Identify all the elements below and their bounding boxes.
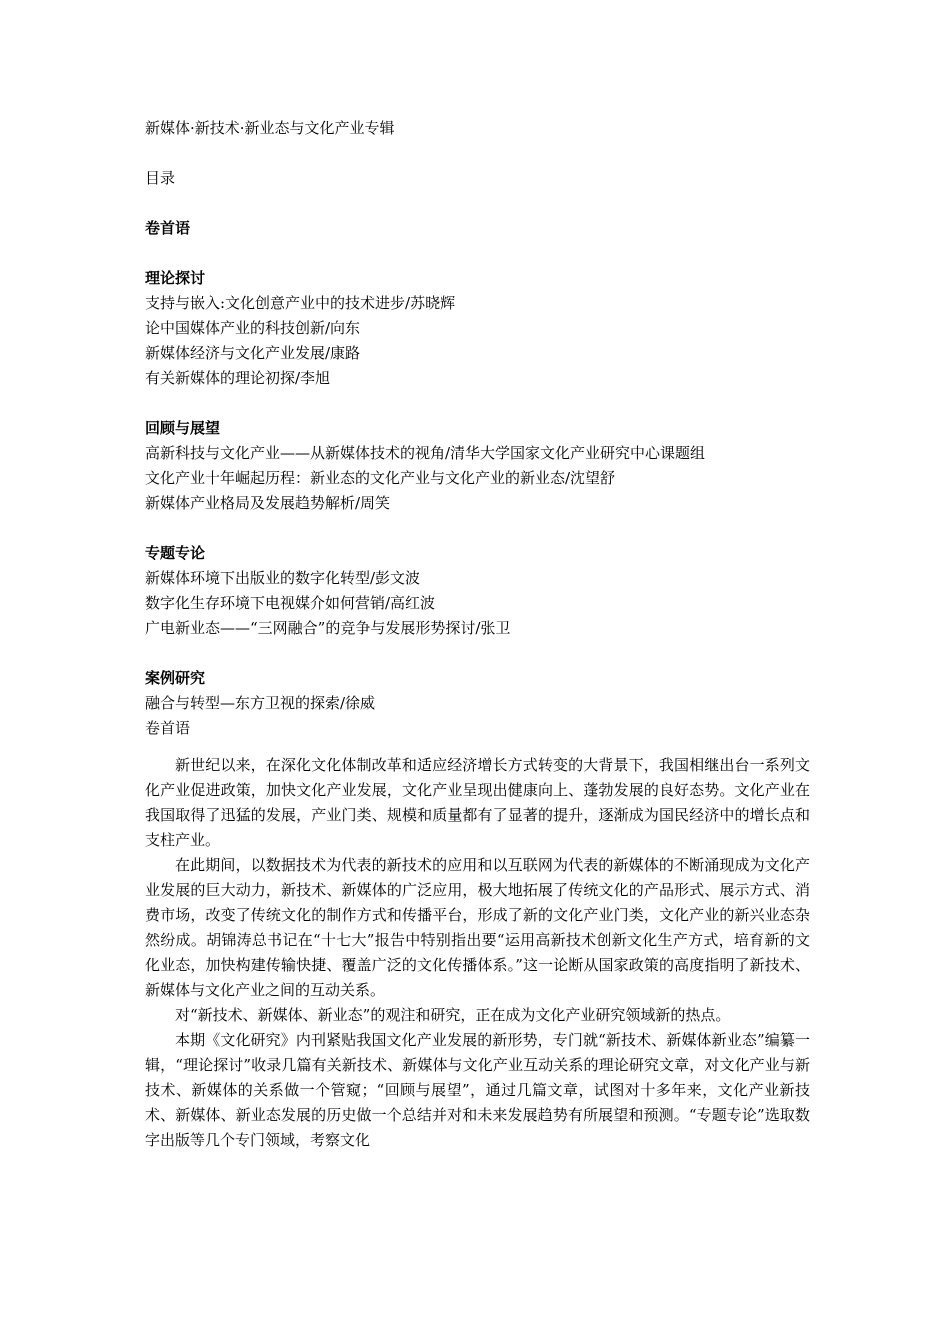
toc-section-cases [145,666,810,716]
toc-section-review [145,416,810,516]
toc-item: 新媒体产业格局及发展趋势解析/周笑 [145,494,391,512]
section-heading: 回顾与展望 [145,419,221,437]
section-heading: 理论探讨 [145,269,206,287]
document-title: 新媒体·新技术·新业态与文化产业专辑 [145,119,395,137]
toc-item: 广电新业态——“三网融合”的竞争与发展形势探讨/张卫 [145,619,511,637]
toc-item: 高新科技与文化产业——从新媒体技术的视角/清华大学国家文化产业研究中心课题组 [145,444,706,462]
body-paragraph: 新世纪以来，在深化文化体制改革和适应经济增长方式转变的大背景下，我国相继出台一系列文化产业促进政策，加快文化产业发展，文化产业呈现出健康向上、蓬勃发展的良好态势。文化产业在我国取得了迅猛的发展，产业门类、规模和质量都有了显著的提升，逐渐成为国民经济中的增长点和支柱产业。 [145,756,810,849]
body-paragraph: 本期《文化研究》内刊紧贴我国文化产业发展的新形势，专门就“新技术、新媒体新业态”编纂一辑，“理论探讨”收录几篇有关新技术、新媒体与文化产业互动关系的理论研究文章，对文化产业与新技术、新媒体的关系做一个管窥；“回顾与展望”，通过几篇文章，试图对十多年来，文化产业新技术、新媒体、新业态发展的历史做一个总结并对和未来发展趋势有所展望和预测。“专题专论”选取数字出版等几个专门领域，考察文化 [145,1031,810,1149]
body-title: 卷首语 [145,719,191,737]
toc-section-theory [145,266,810,391]
body-paragraph: 对“新技术、新媒体、新业态”的观注和研究，正在成为文化产业研究领域新的热点。 [175,1006,731,1024]
toc-item: 数字化生存环境下电视媒介如何营销/高红波 [145,594,436,612]
toc-item: 新媒体经济与文化产业发展/康路 [145,344,361,362]
toc-item: 新媒体环境下出版业的数字化转型/彭文波 [145,569,421,587]
toc-item: 论中国媒体产业的科技创新/向东 [145,319,361,337]
section-heading: 专题专论 [145,544,206,562]
toc-item: 文化产业十年崛起历程：新业态的文化产业与文化产业的新业态/沈望舒 [145,469,616,487]
body-paragraph: 在此期间，以数据技术为代表的新技术的应用和以互联网为代表的新媒体的不断涌现成为文化产业发展的巨大动力，新技术、新媒体的广泛应用，极大地拓展了传统文化的产品形式、展示方式、消费市场，改变了传统文化的制作方式和传播平台，形成了新的文化产业门类，文化产业的新兴业态杂然纷成。胡锦涛总书记在“十七大”报告中特别指出要“运用高新技术创新文化生产方式，培育新的文化业态，加快构建传输快捷、覆盖广泛的文化传播体系。”这一论断从国家政策的高度指明了新技术、新媒体与文化产业之间的互动关系。 [145,856,810,999]
toc-label: 目录 [145,169,176,187]
toc-preface-heading: 卷首语 [145,219,191,237]
toc-section-special [145,541,810,641]
toc-item: 支持与嵌入:文化创意产业中的技术进步/苏晓辉 [145,294,456,312]
toc-item: 融合与转型—东方卫视的探索/徐威 [145,694,376,712]
document-page [145,116,810,1153]
section-heading: 案例研究 [145,669,206,687]
body-text [145,753,810,1153]
toc-item: 有关新媒体的理论初探/李旭 [145,369,331,387]
